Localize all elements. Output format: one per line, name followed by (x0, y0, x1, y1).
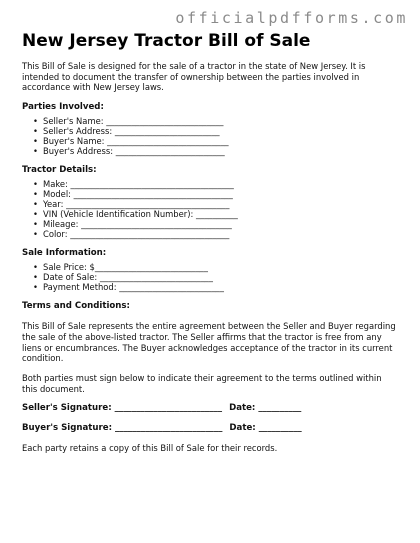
mileage-field: • Mileage: ____________________________________ (22, 219, 398, 229)
terms-paragraph: This Bill of Sale represents the entire agreement between the Seller and Buyer regarding the sale of the above-listed tractor. The Seller affirms that the tractor is free from any liens or encumbrances. The Buyer acknowledges acceptance of the tractor in its current condition. (22, 321, 396, 364)
parties-heading: Parties Involved: (22, 102, 104, 113)
tractor-heading: Tractor Details: (22, 165, 97, 176)
buyer-date-label: Date: __________ (229, 423, 302, 434)
make-field: • Make: _______________________________________ (22, 179, 398, 189)
color-field: • Color: ______________________________________ (22, 229, 398, 239)
model-field: • Model: ______________________________________ (22, 189, 398, 199)
intro-paragraph: This Bill of Sale is designed for the sale of a tractor in the state of New Jersey. It is intended to document the transfer of ownership between the parties involved in accordance with New Jersey laws. (22, 61, 366, 93)
sale-heading: Sale Information: (22, 248, 107, 259)
sale-price-field: • Sale Price: $___________________________ (22, 262, 398, 272)
vin-field: • VIN (Vehicle Identification Number): __________ (22, 209, 398, 219)
parties-list (22, 116, 398, 156)
document-page (22, 30, 398, 454)
date-of-sale-field: • Date of Sale: ___________________________ (22, 272, 398, 282)
buyer-signature-line (22, 423, 398, 434)
payment-method-field: • Payment Method: _________________________ (22, 282, 398, 292)
tractor-list (22, 179, 398, 239)
agreement-paragraph: Both parties must sign below to indicate their agreement to the terms outlined within this document. (22, 372, 382, 394)
seller-address-field: • Seller's Address: _________________________ (22, 126, 398, 136)
year-field: • Year: _______________________________________ (22, 199, 398, 209)
seller-date-label: Date: __________ (229, 403, 302, 414)
seller-signature-line (22, 403, 398, 414)
buyer-address-field: • Buyer's Address: __________________________ (22, 146, 398, 156)
footer-note: Each party retains a copy of this Bill of Sale for their records. (22, 443, 278, 454)
sale-list (22, 262, 398, 292)
seller-name-field: • Seller's Name: ____________________________ (22, 116, 398, 126)
watermark-logo: officialpdfforms.com (175, 9, 408, 27)
document-title: New Jersey Tractor Bill of Sale (22, 31, 311, 51)
seller-signature-label: Seller's Signature: _________________________ (22, 403, 223, 414)
terms-heading: Terms and Conditions: (22, 301, 130, 312)
buyer-signature-label: Buyer's Signature: _________________________ (22, 423, 223, 434)
buyer-name-field: • Buyer's Name: _____________________________ (22, 136, 398, 146)
